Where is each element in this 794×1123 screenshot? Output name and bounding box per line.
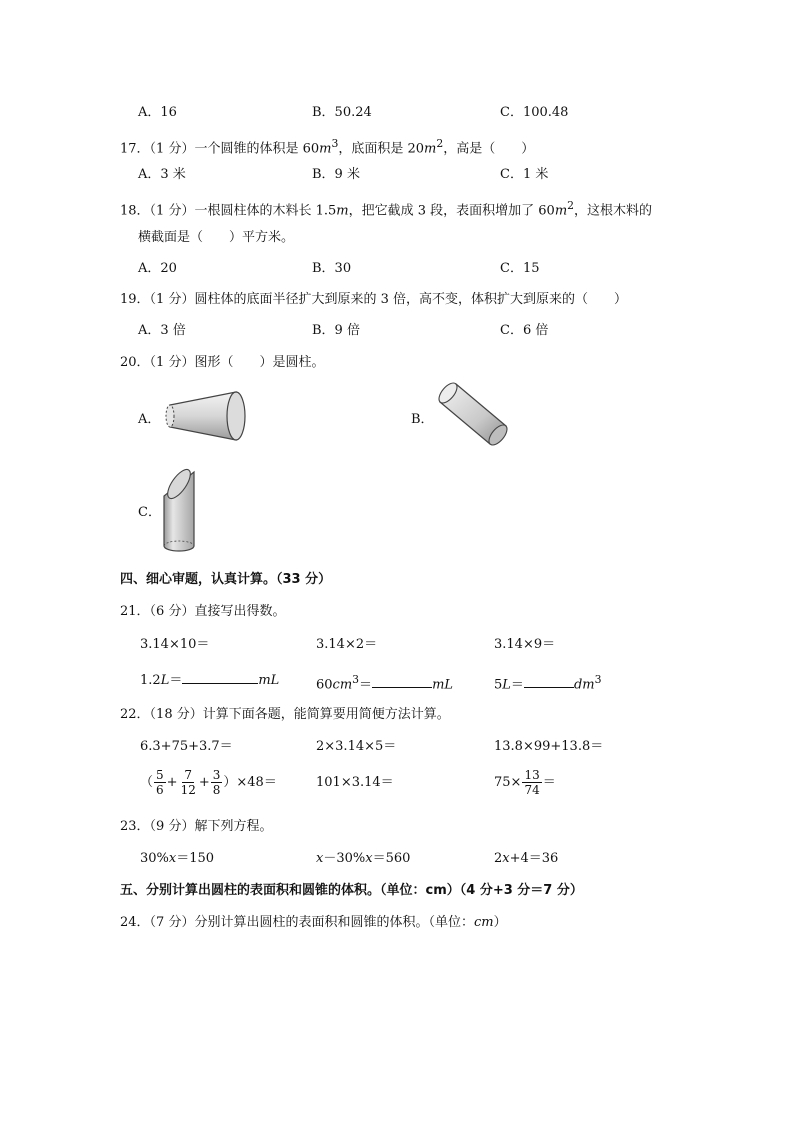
figure-a-frustum bbox=[160, 388, 250, 444]
q23-equation-1: 30%x＝150 bbox=[140, 851, 215, 866]
q20-option-b: B． bbox=[411, 412, 434, 427]
section-5-heading: 五、分别计算出圆柱的表面积和圆锥的体积。（单位：cm）（4 分+3 分＝7 分） bbox=[120, 883, 583, 898]
q17-option-b: B．9 米 bbox=[312, 167, 360, 182]
q17-option-c: C．1 米 bbox=[500, 167, 549, 182]
fraction: $\frac{3}{8}$ bbox=[212, 768, 221, 797]
q19-stem: 19．（1 分）圆柱体的底面半径扩大到原来的 3 倍，高不变，体积扩大到原来的（ ） bbox=[120, 292, 627, 307]
q16-option-c: C．100.48 bbox=[500, 105, 569, 120]
q16-option-b: B．50.24 bbox=[312, 105, 372, 120]
q19-option-c: C．6 倍 bbox=[500, 323, 549, 338]
q21-item-5: $60cm^3=$ mL bbox=[316, 673, 454, 693]
q19-option-b: B．9 倍 bbox=[312, 323, 360, 338]
q22-item-2: 2×3.14×5＝ bbox=[316, 739, 397, 754]
fraction: $\frac{13}{74}$ bbox=[524, 768, 540, 797]
figure-c-cut-cylinder bbox=[158, 466, 202, 556]
q20-option-a: A． bbox=[138, 412, 161, 427]
q24-stem: 24．（7 分）分别计算出圆柱的表面积和圆锥的体积。（单位：cm） bbox=[120, 915, 507, 930]
q21-item-3: 3.14×9＝ bbox=[494, 637, 556, 652]
q21-item-4: 1.2L＝ mL bbox=[140, 673, 280, 688]
q22-item-3: 13.8×99+13.8＝ bbox=[494, 739, 604, 754]
q17-stem: 17．（1 分）一个圆锥的体积是 $60m^3$，底面积是 $20m^2$，高是（ ） bbox=[120, 137, 535, 157]
fraction: $\frac{5}{6}$ bbox=[156, 768, 164, 797]
q22-stem: 22．（18 分）计算下面各题，能简算要用简便方法计算。 bbox=[120, 707, 450, 722]
q21-stem: 21．（6 分）直接写出得数。 bbox=[120, 604, 286, 619]
q23-equation-2: x－30%x＝560 bbox=[316, 851, 411, 866]
answer-blank bbox=[524, 675, 574, 688]
q21-item-6: $5L= dm^3$ bbox=[494, 673, 602, 693]
q20-option-c: C． bbox=[138, 505, 161, 520]
q21-item-2: 3.14×2＝ bbox=[316, 637, 378, 652]
fraction: $\frac{7}{12}$ bbox=[180, 768, 196, 797]
q19-option-a: A．3 倍 bbox=[138, 323, 186, 338]
q18-stem-line2: 横截面是（ ）平方米。 bbox=[138, 230, 295, 245]
q22-item-4: （ $\frac{5}{6}$ + $\frac{7}{12}$ + $\frac{3}{8}$ ）×48＝ bbox=[140, 768, 277, 797]
answer-blank bbox=[372, 675, 432, 688]
q18-option-a: A．20 bbox=[138, 261, 177, 276]
section-4-heading: 四、细心审题，认真计算。（33 分） bbox=[120, 572, 332, 587]
q18-option-c: C．15 bbox=[500, 261, 540, 276]
q23-stem: 23．（9 分）解下列方程。 bbox=[120, 819, 273, 834]
q23-equation-3: 2x+4＝36 bbox=[494, 851, 559, 866]
q22-item-6: 75× $\frac{13}{74}$ ＝ bbox=[494, 768, 556, 797]
q16-option-a: A．16 bbox=[138, 105, 177, 120]
figure-b-cylinder bbox=[436, 382, 514, 452]
q21-item-1: 3.14×10＝ bbox=[140, 637, 210, 652]
answer-blank bbox=[182, 671, 258, 684]
q18-option-b: B．30 bbox=[312, 261, 352, 276]
q22-item-5: 101×3.14＝ bbox=[316, 775, 394, 790]
q18-stem: 18．（1 分）一根圆柱体的木料长 1.5m，把它截成 3 段，表面积增加了 $60m^2$，这根木料的 bbox=[120, 199, 653, 219]
q20-stem: 20．（1 分）图形（ ）是圆柱。 bbox=[120, 355, 325, 370]
q17-option-a: A．3 米 bbox=[138, 167, 186, 182]
q22-item-1: 6.3+75+3.7＝ bbox=[140, 739, 233, 754]
